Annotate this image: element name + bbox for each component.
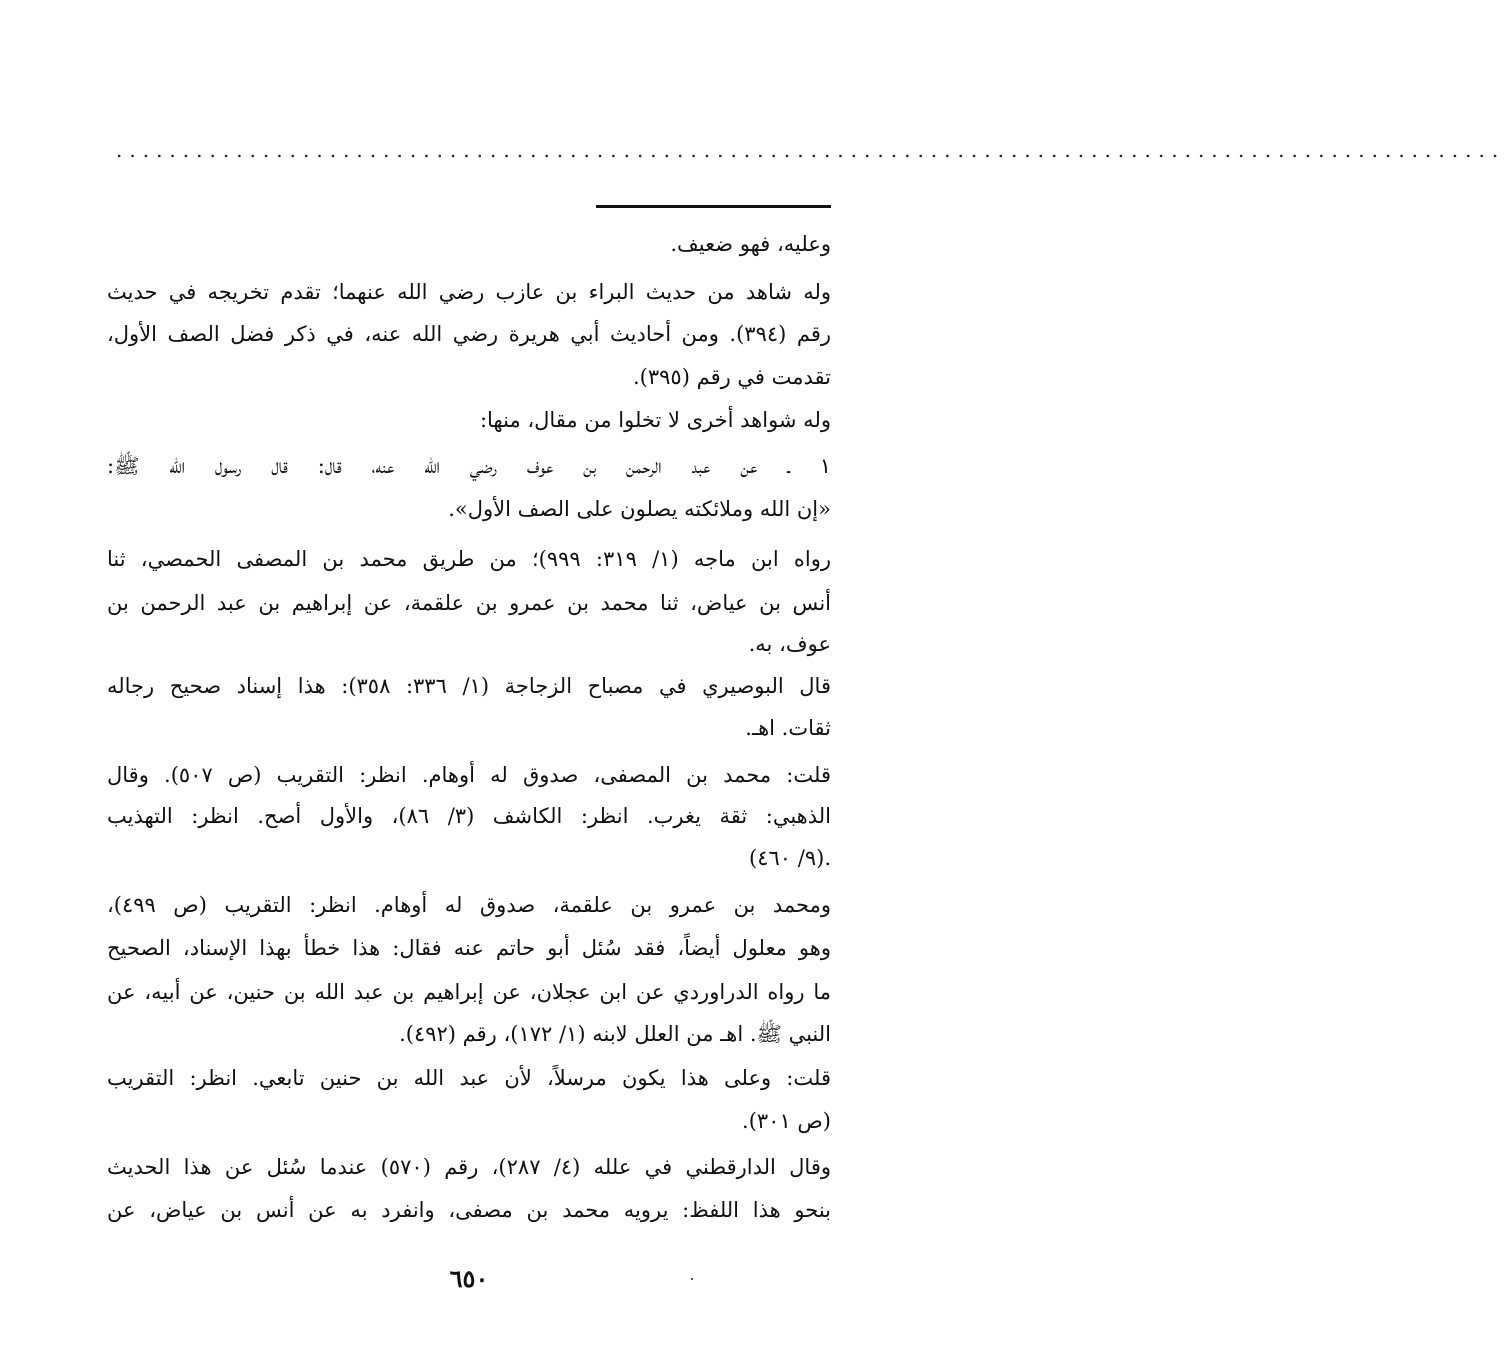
text-line: قال البوصيري في مصباح الزجاجة (١/ ٣٣٦: ٣٥٨): هذا إسناد صحيح رجاله: [107, 674, 831, 698]
text-line: ثقات. اهـ.: [745, 716, 831, 740]
text-line: عوف، به.: [748, 632, 831, 656]
text-line: الذهبي: ثقة يغرب. انظر: الكاشف (٣/ ٨٦)، والأول أصح. انظر: التهذيب: [107, 804, 831, 828]
text-line: رواه ابن ماجه (١/ ٣١٩: ٩٩٩)؛ من طريق محمد بن المصفى الحمصي، ثنا: [107, 547, 831, 571]
page-number: ٦٥٠: [449, 1264, 489, 1293]
dotted-separator: ........................................................................................................: [116, 138, 1505, 162]
text-line: ١ ـ عن عبد الرحمن بن عوف رضي الله عنه، قال: قال رسول الله ﷺ:: [107, 454, 831, 478]
text-line: ومحمد بن عمرو بن علقمة، صدوق له أوهام. انظر: التقريب (ص ٤٩٩)،: [107, 893, 831, 917]
text-line: وعليه، فهو ضعيف.: [670, 232, 831, 256]
text-line: رقم (٣٩٤). ومن أحاديث أبي هريرة رضي الله عنه، في ذكر فضل الصف الأول،: [107, 322, 831, 346]
scan-speck: [691, 1278, 693, 1280]
text-line: النبي ﷺ. اهـ من العلل لابنه (١/ ١٧٢)، رقم (٤٩٢).: [399, 1022, 831, 1046]
text-line: بنحو هذا اللفظ: يرويه محمد بن مصفى، وانفرد به عن أنس بن عياض، عن: [107, 1198, 831, 1222]
text-line: «إن الله وملائكته يصلون على الصف الأول».: [448, 497, 831, 521]
text-line: ما رواه الدراوردي عن ابن عجلان، عن إبراهيم بن عبد الله بن حنين، عن أبيه، عن: [107, 980, 831, 1004]
text-line: وله شواهد أخرى لا تخلوا من مقال، منها:: [479, 408, 831, 432]
text-line: (٩/ ٤٦٠).: [749, 846, 831, 870]
text-line: قلت: محمد بن المصفى، صدوق له أوهام. انظر: التقريب (ص ٥٠٧). وقال: [107, 763, 831, 787]
text-line: تقدمت في رقم (٣٩٥).: [633, 365, 831, 389]
text-line: وقال الدارقطني في علله (٤/ ٢٨٧)، رقم (٥٧٠) عندما سُئل عن هذا الحديث: [107, 1155, 831, 1179]
text-line: قلت: وعلى هذا يكون مرسلاً، لأن عبد الله بن حنين تابعي. انظر: التقريب: [107, 1066, 831, 1090]
text-line: أنس بن عياض، ثنا محمد بن عمرو بن علقمة، عن إبراهيم بن عبد الرحمن بن: [107, 591, 831, 615]
text-line: (ص ٣٠١).: [742, 1109, 831, 1133]
footnote-rule: [596, 205, 831, 208]
text-line: وهو معلول أيضاً، فقد سُئل أبو حاتم عنه فقال: هذا خطأ بهذا الإسناد، الصحيح: [107, 936, 831, 960]
text-line: وله شاهد من حديث البراء بن عازب رضي الله عنهما؛ تقدم تخريجه في حديث: [107, 280, 831, 304]
